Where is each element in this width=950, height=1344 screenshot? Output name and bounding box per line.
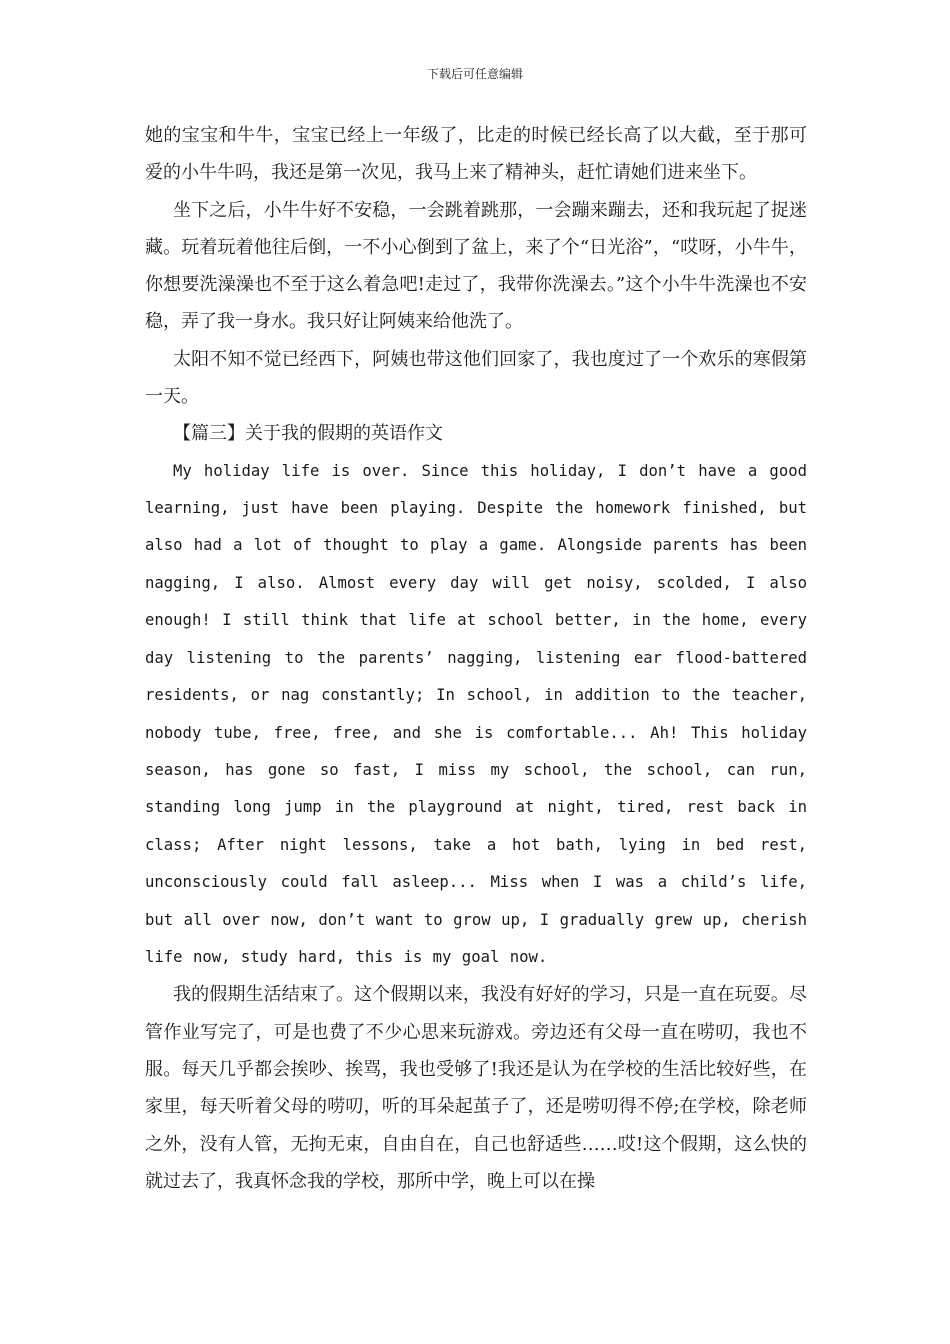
chinese-translation-paragraph: 我的假期生活结束了。这个假期以来，我没有好好的学习，只是一直在玩耍。尽管作业写完了，可是也费了不少心思来玩游戏。旁边还有父母一直在唠叨，我也不服。每天几乎都会挨吵、挨骂，我也受够了!我还是认为在学校的生活比较好些，在家里，每天听着父母的唠叨，听的耳朵起茧子了，还是唠叨得不停;在学校，除老师之外，没有人管，无拘无束，自由自在，自己也舒适些……哎!这个假期，这么快的就过去了，我真怀念我的学校，那所中学，晚上可以在操	[145, 984, 807, 1192]
document-body	[145, 117, 807, 1200]
paragraph-continued: 她的宝宝和牛牛，宝宝已经上一年级了，比走的时候已经长高了以大截，至于那可爱的小牛牛吗，我还是第一次见，我马上来了精神头，赶忙请她们进来坐下。	[145, 125, 807, 184]
section-heading: 【篇三】关于我的假期的英语作文	[173, 423, 443, 445]
paragraph-2: 坐下之后，小牛牛好不安稳，一会跳着跳那，一会蹦来蹦去，还和我玩起了捉迷藏。玩着玩着他往后倒，一不小心倒到了盆上，来了个“日光浴”，“哎呀，小牛牛，你想要洗澡澡也不至于这么着急吧!走过了，我带你洗澡去。”这个小牛牛洗澡也不安稳，弄了我一身水。我只好让阿姨来给他洗了。	[145, 199, 807, 333]
english-essay-paragraph: My holiday life is over. Since this holiday, I don’t have a good learning, just have been playing. Despite the homework finished, but also had a lot of thought to play a game. Alongside parents has been nagging, I also. Almost every day will get noisy, scolded, I also enough! I still think that life at school better, in the home, every day listening to the parents’ nagging, listening ear flood-battered residents, or nag constantly; In school, in addition to the teacher, nobody tube, free, free, and she is comfortable... Ah! This holiday season, has gone so fast, I miss my school, the school, can run, standing long jump in the playground at night, tired, rest back in class; After night lessons, take a hot bath, lying in bed rest, unconsciously could fall asleep... Miss when I was a child’s life, but all over now, don’t want to grow up, I gradually grew up, cherish life now, study hard, this is my goal now.	[145, 461, 807, 966]
paragraph-3: 太阳不知不觉已经西下，阿姨也带这他们回家了，我也度过了一个欢乐的寒假第一天。	[145, 348, 807, 408]
page-header: 下载后可任意编辑	[426, 67, 523, 81]
